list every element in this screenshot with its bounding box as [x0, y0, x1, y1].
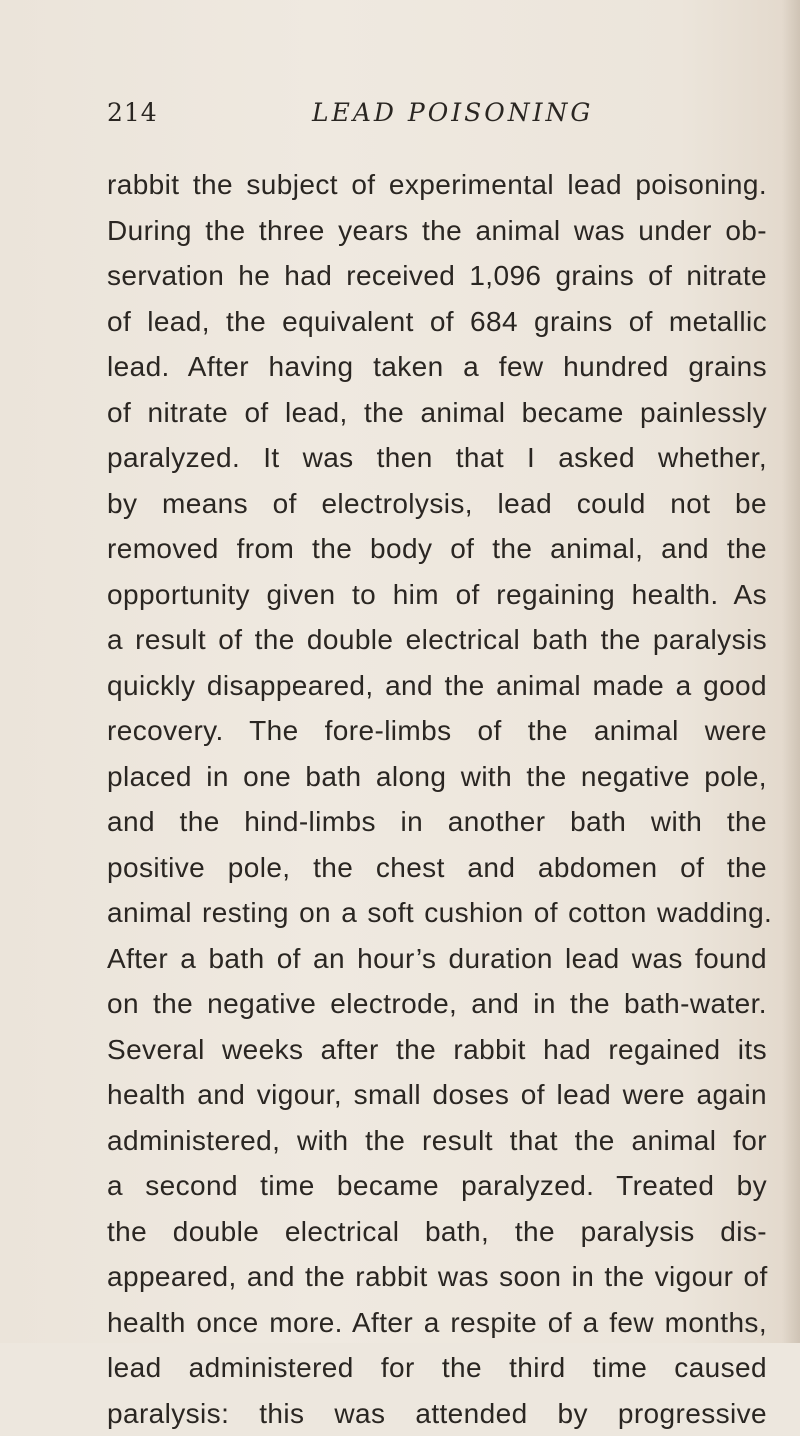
text-line: and the hind-limbs in another bath with the — [107, 799, 767, 845]
text-line: opportunity given to him of regaining health. As — [107, 572, 767, 618]
text-line: health once more. After a respite of a few months, — [107, 1300, 767, 1346]
text-line: administered, with the result that the animal for — [107, 1118, 767, 1164]
text-line: placed in one bath along with the negative pole, — [107, 754, 767, 800]
text-line: quickly disappeared, and the animal made a good — [107, 663, 767, 709]
text-line: Several weeks after the rabbit had regained its — [107, 1027, 767, 1073]
page-edge-shadow — [782, 0, 800, 1343]
page-header — [107, 98, 707, 138]
running-head: LEAD POISONING — [312, 98, 593, 127]
page-number: 214 — [107, 98, 158, 127]
text-line: of lead, the equivalent of 684 grains of metallic — [107, 299, 767, 345]
text-line: appeared, and the rabbit was soon in the vigour of — [107, 1254, 767, 1300]
text-line: lead administered for the third time caused — [107, 1345, 767, 1391]
text-line: a second time became paralyzed. Treated by — [107, 1163, 767, 1209]
text-line: lead. After having taken a few hundred grains — [107, 344, 767, 390]
text-line: paralyzed. It was then that I asked whether, — [107, 435, 767, 481]
text-line: animal resting on a soft cushion of cotton wadding. — [107, 890, 767, 936]
text-line: paralysis: this was attended by progressive — [107, 1391, 767, 1436]
text-line: by means of electrolysis, lead could not be — [107, 481, 767, 527]
text-line: a result of the double electrical bath the paralysis — [107, 617, 767, 663]
text-line: the double electrical bath, the paralysis dis- — [107, 1209, 767, 1255]
text-line: servation he had received 1,096 grains of nitrate — [107, 253, 767, 299]
text-line: positive pole, the chest and abdomen of the — [107, 845, 767, 891]
text-line: of nitrate of lead, the animal became painlessly — [107, 390, 767, 436]
text-line: recovery. The fore-limbs of the animal were — [107, 708, 767, 754]
text-line: After a bath of an hour’s duration lead was found — [107, 936, 767, 982]
text-line: health and vigour, small doses of lead were again — [107, 1072, 767, 1118]
text-line: on the negative electrode, and in the bath-water. — [107, 981, 767, 1027]
body-text — [107, 162, 767, 1436]
text-line: During the three years the animal was under ob- — [107, 208, 767, 254]
text-line: removed from the body of the animal, and the — [107, 526, 767, 572]
text-line: rabbit the subject of experimental lead poisoning. — [107, 162, 767, 208]
